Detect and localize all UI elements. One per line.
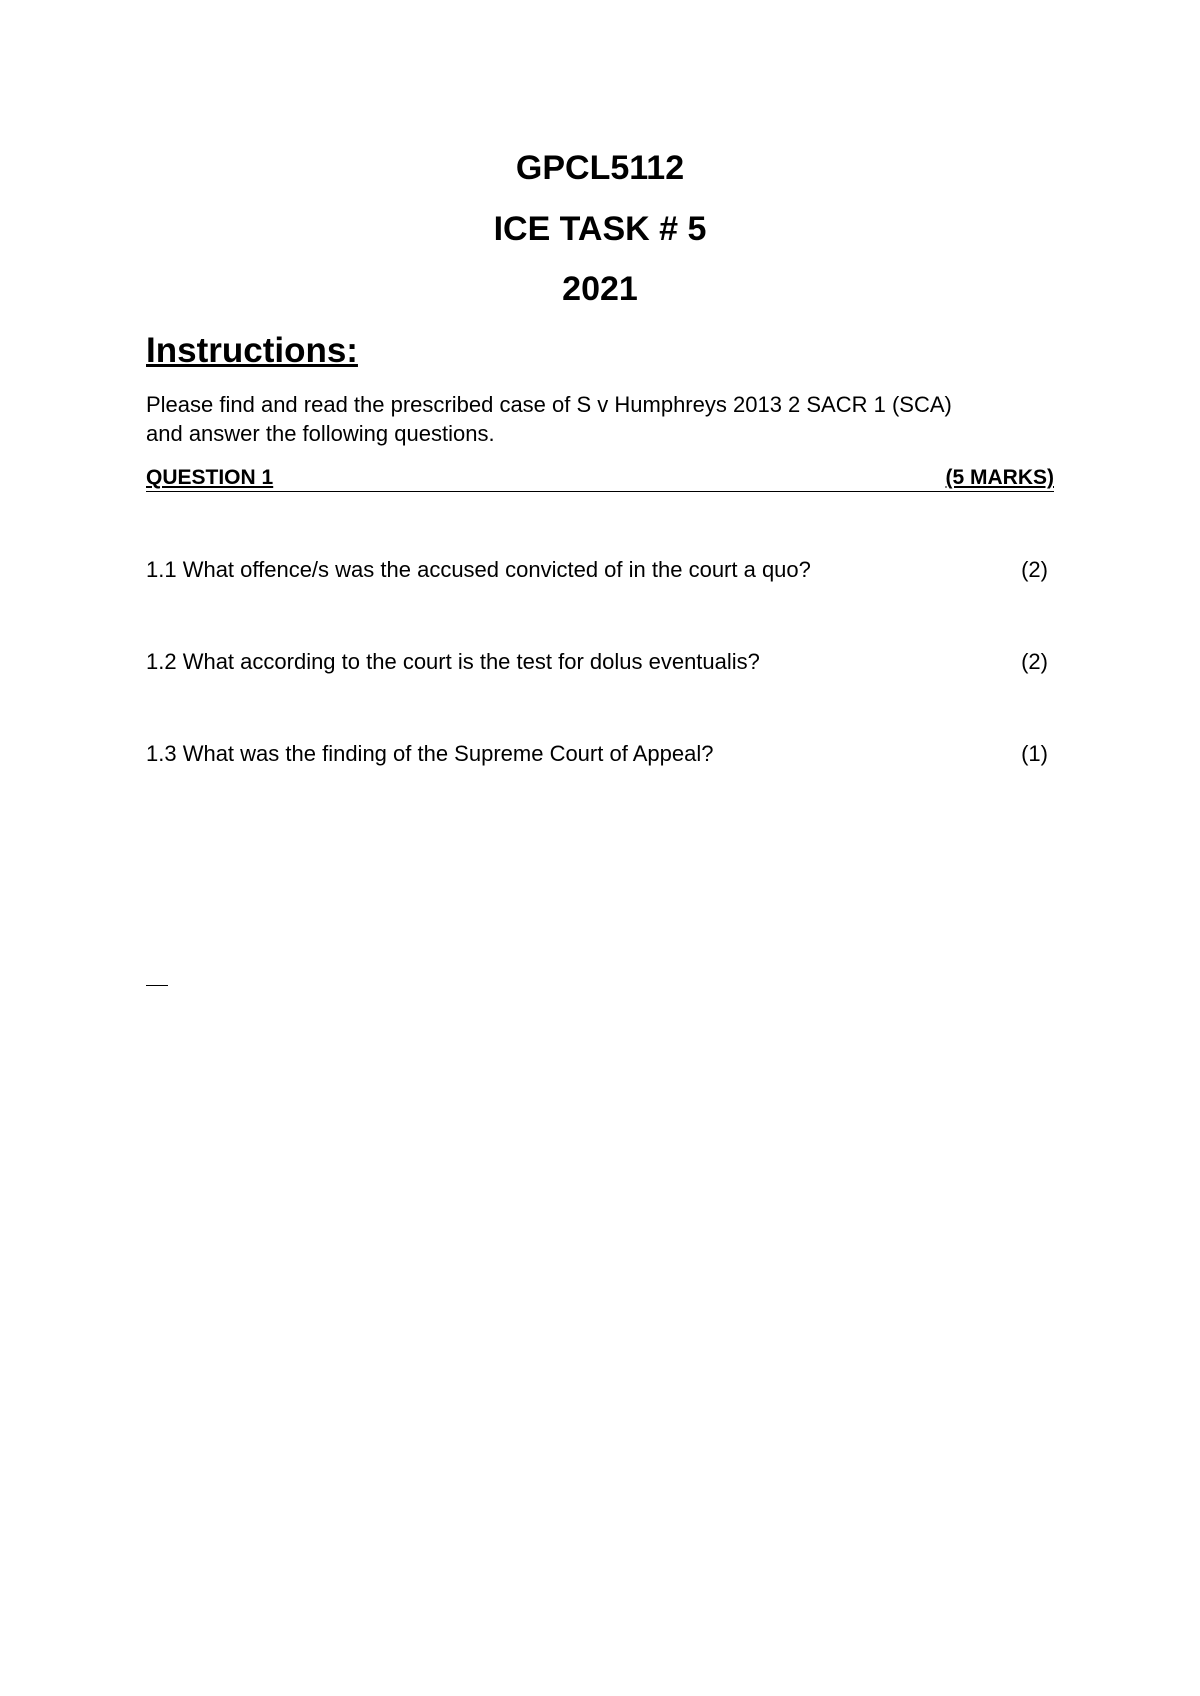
course-code: GPCL5112 xyxy=(515,149,685,187)
question-marks: (2) xyxy=(1021,649,1048,674)
instructions-line-1: Please find and read the prescribed case of S v Humphreys 2013 2 SACR 1 (SCA) xyxy=(146,392,952,417)
question-text: 1.2 What according to the court is the test for dolus eventualis? xyxy=(146,649,760,674)
year: 2021 xyxy=(562,270,638,308)
question-text: 1.1 What offence/s was the accused convicted of in the court a quo? xyxy=(146,557,811,582)
question-marks: (1) xyxy=(1021,741,1048,766)
question-text: 1.3 What was the finding of the Supreme Court of Appeal? xyxy=(146,741,714,766)
dash-mark xyxy=(146,985,168,986)
question-item xyxy=(146,556,1048,584)
instructions-body xyxy=(146,390,1066,448)
instructions-heading: Instructions: xyxy=(146,331,358,370)
question-item xyxy=(146,648,1048,676)
question-header xyxy=(146,465,1054,492)
task-title: ICE TASK # 5 xyxy=(493,210,707,248)
question-item xyxy=(146,740,1048,768)
instructions-line-2: and answer the following questions. xyxy=(146,421,495,446)
question-marks: (2) xyxy=(1021,557,1048,582)
question-total-marks: (5 MARKS) xyxy=(945,466,1054,489)
question-label: QUESTION 1 xyxy=(146,466,274,489)
